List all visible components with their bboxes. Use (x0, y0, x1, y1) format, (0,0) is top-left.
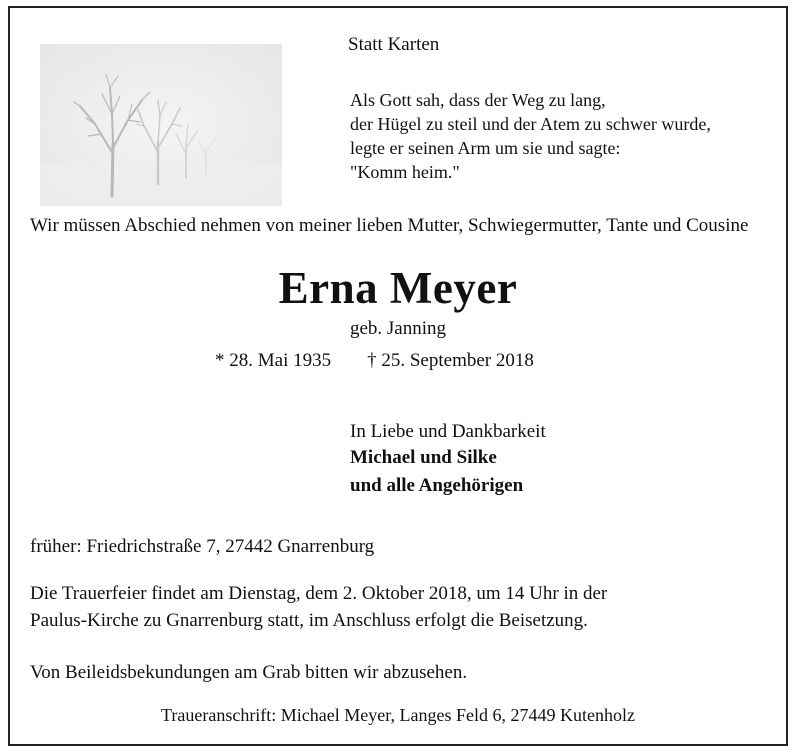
poem-line: legte er seinen Arm um sie und sagte: (350, 138, 621, 158)
funeral-ceremony-text (30, 580, 607, 634)
poem-line: der Hügel zu steil und der Atem zu schwer wurde, (350, 114, 711, 134)
misty-trees-image (40, 44, 282, 206)
mourner-line: Michael und Silke (350, 447, 497, 468)
mourners (350, 444, 523, 500)
life-dates (215, 350, 534, 372)
mourning-address: Traueranschrift: Michael Meyer, Langes Feld 6, 27449 Kutenholz (161, 705, 635, 725)
obituary-notice (8, 6, 788, 746)
notice-header: Statt Karten (348, 34, 440, 55)
deceased-name: Erna Meyer (278, 263, 518, 313)
ceremony-line: Paulus-Kirche zu Gnarrenburg statt, im Anschluss erfolgt die Beisetzung. (30, 610, 588, 631)
poem-line: Als Gott sah, dass der Weg zu lang, (350, 90, 606, 110)
poem-line: "Komm heim." (350, 162, 460, 182)
gratitude-line: In Liebe und Dankbarkeit (350, 421, 546, 442)
death-date: † 25. September 2018 (367, 350, 534, 371)
condolence-note: Von Beileidsbekundungen am Grab bitten wir abzusehen. (30, 662, 468, 683)
poem (350, 88, 711, 184)
birth-name: geb. Janning (349, 318, 447, 339)
ceremony-line: Die Trauerfeier findet am Dienstag, dem 2. Oktober 2018, um 14 Uhr in der (30, 583, 608, 604)
former-address: früher: Friedrichstraße 7, 27442 Gnarrenburg (30, 536, 375, 557)
mourner-line: und alle Angehörigen (350, 475, 524, 496)
farewell-intro: Wir müssen Abschied nehmen von meiner lieben Mutter, Schwiegermutter, Tante und Cousine (30, 215, 749, 236)
birth-date: * 28. Mai 1935 (215, 350, 332, 371)
